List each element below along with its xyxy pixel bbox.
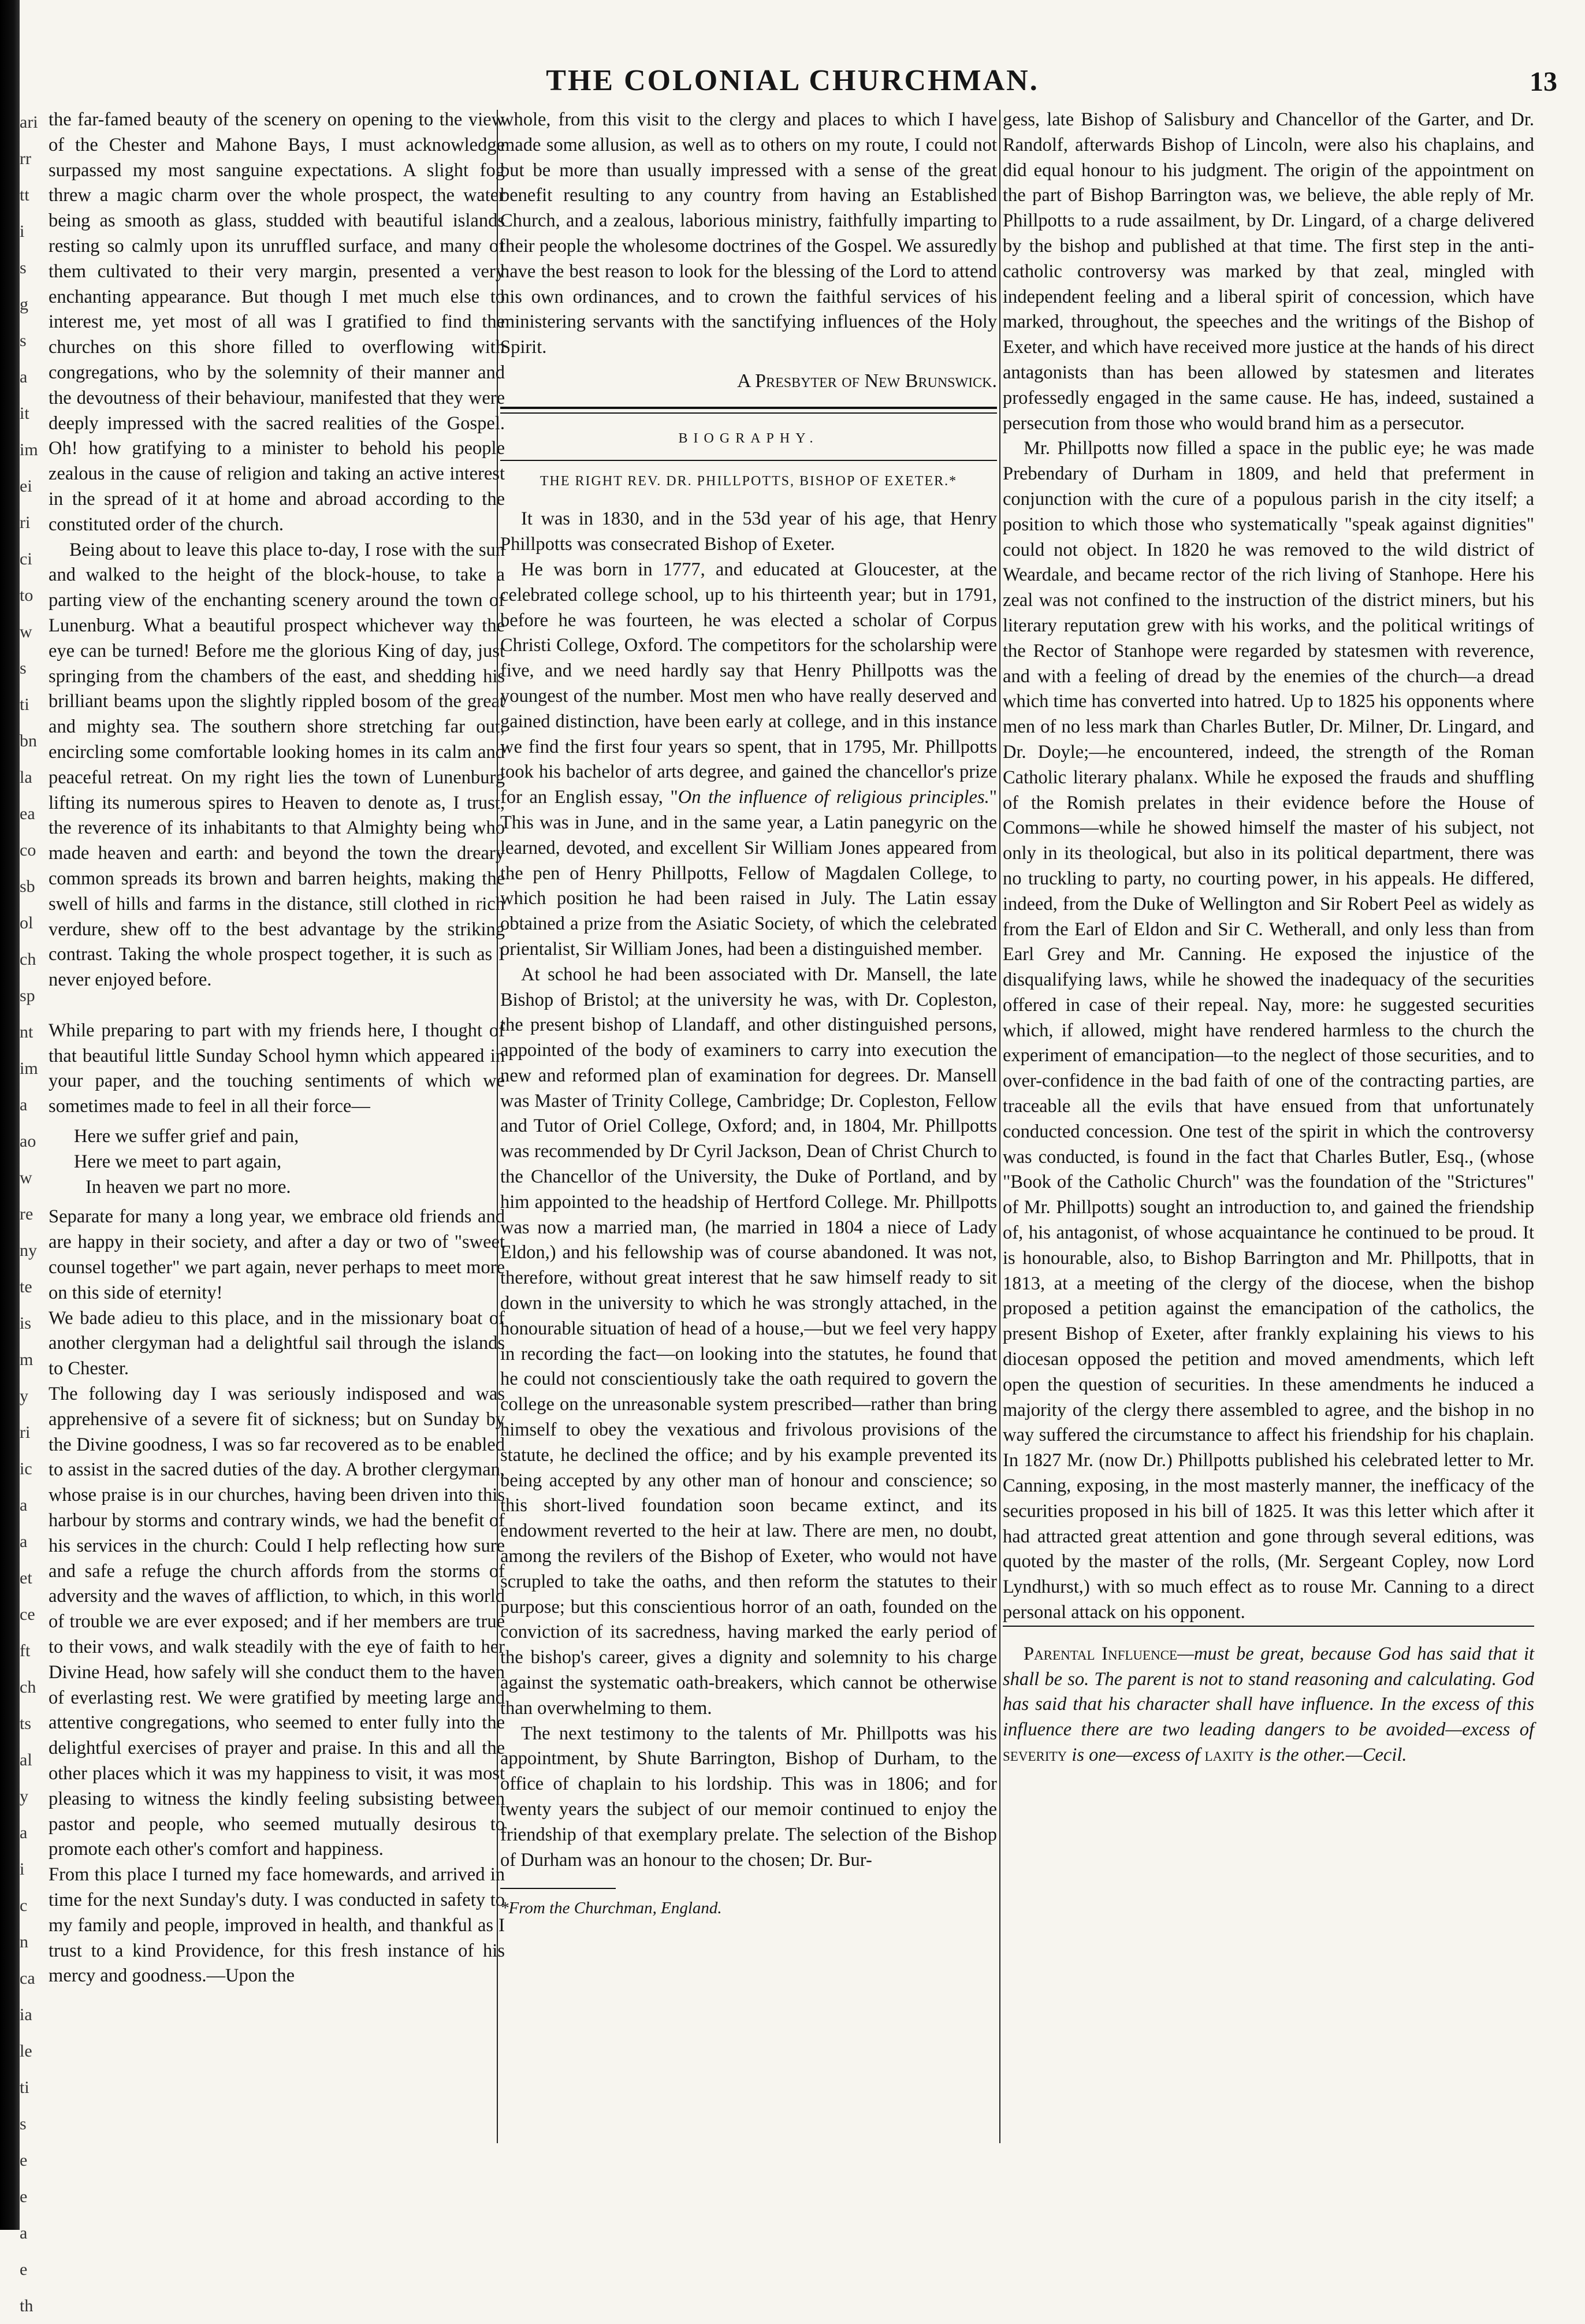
margin-fragment: a bbox=[20, 1496, 28, 1515]
margin-fragment: it bbox=[20, 404, 29, 423]
anecdote-text-1: —must be great, because God has said that it shall be so. The parent is not to stand reasoning and calculating. God has said that his character shall have influence. In the excess of this influence there are two leading dangers to be avoided—excess of bbox=[1003, 1643, 1535, 1741]
margin-fragment: s bbox=[20, 258, 27, 277]
anecdote-text-3: is the other.—Cecil. bbox=[1254, 1745, 1407, 1765]
margin-fragment: im bbox=[20, 440, 38, 459]
margin-fragment: et bbox=[20, 1568, 32, 1587]
margin-fragment: ts bbox=[20, 1714, 32, 1733]
col2-paragraph-2: It was in 1830, and in the 53d year of his age, that Henry Phillpotts was consecrated Bishop of Exeter. bbox=[500, 508, 997, 555]
margin-fragment: ti bbox=[20, 2078, 29, 2097]
margin-fragment: ia bbox=[20, 2005, 32, 2024]
margin-fragment: im bbox=[20, 1059, 38, 1078]
margin-fragment: ce bbox=[20, 1605, 35, 1624]
margin-fragment: s bbox=[20, 331, 27, 350]
hymn-line-1: Here we suffer grief and pain, bbox=[74, 1126, 299, 1147]
margin-fragment: n bbox=[20, 1932, 28, 1951]
page-number: 13 bbox=[1530, 66, 1557, 97]
col1-paragraph-7: From this place I turned my face homewards, and arrived in time for the next Sunday's duty. I was conducted in safety to my family and people, improved in health, and thankful as I trust to a kind Providence, for this fresh instance of his mercy and goodness.—Upon the bbox=[49, 1864, 505, 1987]
col1-paragraph-1: the far-famed beauty of the scenery on opening to the view of the Chester and Mahone Bays, I must acknowledge surpassed my most sanguine expectations. A slight fog threw a magic charm over the whole prospect, the water being as smooth as glass, studded with beautiful islands resting so calmly upon its unruffled surface, and many of them cultivated to their very margin, presented a very enchanting appearance. But though I met much else to interest me, yet most of all was I gratified to find the churches on this shore filled to overflowing with congregations, who by the solemnity of their manner and the devoutness of their behaviour, manifested that they were deeply impressed with the sacred realities of the Gospel. Oh! how gratifying to a minister to behold his people zealous in the cause of religion and taking an active interest in the spread of it at home and abroad according to the constituted order of the church. bbox=[49, 109, 505, 535]
p3-text-a: He was born in 1777, and educated at Gloucester, at the celebrated college school, up to his thirteenth year; but in 1791, before he was fourteen, he was elected a scholar of Corpus Christi College, Oxford. The competitors for the scholarship were five, and we need hardly say that Henry Phillpotts was the youngest of the number. Most men who have really deserved and gained distinction, have been early at college, and in this instance we find the first four years so spent, that in 1795, Mr. Phillpotts took his bachelor of arts degree, and gained the chancellor's prize for an English essay, " bbox=[500, 559, 997, 808]
margin-fragment: i bbox=[20, 222, 25, 241]
margin-fragment: g bbox=[20, 295, 28, 314]
anecdote-parental-influence bbox=[1003, 1626, 1534, 1768]
page-header bbox=[0, 64, 1585, 104]
margin-fragment: e bbox=[20, 2260, 28, 2279]
margin-fragment: a bbox=[20, 1823, 28, 1842]
article-subtitle: THE RIGHT REV. DR. PHILLPOTTS, BISHOP OF EXETER.* bbox=[540, 473, 958, 489]
margin-fragment: ti bbox=[20, 695, 29, 714]
margin-fragment: ny bbox=[20, 1241, 37, 1260]
margin-fragment: al bbox=[20, 1750, 32, 1769]
margin-fragment: ci bbox=[20, 549, 32, 568]
margin-fragment: w bbox=[20, 622, 32, 641]
col1-paragraph-2: Being about to leave this place to-day, I rose with the sun and walked to the height of the block-house, to take a parting view of the enchanting scenery around the town of Lunenburg. What a beautiful prospect whichever way the eye can be turned! Before me the glorious King of day, just springing from the chambers of the east, and shedding his brilliant beams upon the slightly rippled bosom of the great and mighty sea. The southern shore stretching far out, encircling some comfortable looking homes in its calm and peaceful retreat. On my right lies the town of Lunenburg lifting its numerous spires to Heaven to denote as, I trust, the reverence of its inhabitants to that Almighty being who made heaven and earth: and beyond the town the dreary common spreads its brown and barren heights, making the swell of hills and farms in the distance, still clothed in rich verdure, shew off to the best advantage by the striking contrast. Taking the whole prospect together, it is such as I never enjoyed before. bbox=[49, 539, 505, 991]
col3-paragraph-2: Mr. Phillpotts now filled a space in the public eye; he was made Prebendary of Durham in 1809, and held that preferment in conjunction with the cure of a populous parish in the city itself; a position to which those who systematically "speak against dignities" could not object. In 1820 he was removed to the wild district of Weardale, and became rector of the rich living of Stanhope. Here his zeal was not confined to the instruction of the district miners, but his literary reputation grew with his works, and the political writings of the Rector of Stanhope were regarded by statesmen with reverence, and with a feeling of dread by the enemies of the church—a dread which time has converted into hatred. Up to 1825 his opponents where men of no less mark than Charles Butler, Dr. Milner, Dr. Lingard, and Dr. Doyle;—he encountered, indeed, the strength of the Roman Catholic literary phalanx. While he exposed the frauds and shuffling of the Romish prelates in their evidence before the House of Commons—while he showed himself the master of his subject, not only in its theological, but also in its political department, there was no truckling to party, no courting power, in his appeals. He differed, indeed, from the Duke of Wellington and Sir Robert Peel as widely as from the Earl of Eldon and Sir C. Wetherall, and only less than from Earl Grey and Mr. Canning. He exposed the injustice of the disqualifying laws, while he showed the inadequacy of the securities offered in case of their repeal. Nay, more: he suggested securities which, if allowed, might have rendered harmless to the church the experiment of emancipation—to the neglect of those securities, and to over-confidence in the bad faith of one of the contracting parties, are traceable all the evils that have ensued from that unfortunately conducted concession. One test of the spirit in which the controversy was conducted, is found in the fact that Charles Butler, Esq., (whose "Book of the Catholic Church" was the foundation of the "Strictures" of Mr. Phillpotts) sought an introduction to, and gained the friendship of, his antagonist, of whose acquaintance he continued to be proud. It is honourable, also, to Bishop Barrington and Mr. Phillpotts, that in 1813, at a meeting of the clergy of the diocese, when the bishop proposed a petition against the emancipation of the catholics, the present Bishop of Exeter, after frankly explaining his views to his diocesan opposed the petition and moved amendments, which left open the question of securities. In these amendments he induced a majority of the clergy there assembled to agree, and the bishop in no way suffered the circumstance to affect his friendship for his chaplain. In 1827 Mr. (now Dr.) Phillpotts published his celebrated letter to Mr. Canning, exposing, in the most masterly manner, the inefficacy of the securities proposed in his bill of 1825. It was this letter which after it had attracted great attention and gone through several editions, was quoted by the master of the rolls, (Mr. Sergeant Copley, now Lord Lyndhurst,) with so much effect as to rouse Mr. Canning to a direct personal attack on his opponent. bbox=[1003, 438, 1534, 1623]
col1-paragraph-6: The following day I was seriously indisposed and was apprehensive of a severe fit of sickness; but on Sunday by the Divine goodness, I was so far recovered as to be enabled to assist in the sacred duties of the day. A brother clergyman, whose praise is in our churches, having been driven into this harbour by storms and contrary winds, we had the benefit of his services in the church: Could I help reflecting how sure and safe a refuge the church affords from the storms of adversity and the waves of affliction, to which, in this world of trouble we are ever exposed; and if her members are true to their vows, and walk steadily with the eye of faith to her Divine Head, how safely will she conduct them to the haven of everlasting rest. We were gratified by meeting large and attentive congregations, who seemed to enter fully into the delightful exercises of prayer and praise. In this and all the other places which it was my happiness to visit, it was most pleasing to witness the kindly feeling subsisting between pastor and people, who seemed mutually desirous to promote each other's comfort and happiness. bbox=[49, 1384, 505, 1860]
margin-fragment: y bbox=[20, 1386, 28, 1405]
section-gap bbox=[49, 993, 505, 1018]
margin-fragment: c bbox=[20, 1896, 28, 1915]
column-rule-2 bbox=[999, 110, 1000, 2143]
letter-signature: A Presbyter of New Brunswick. bbox=[737, 370, 997, 392]
margin-fragment: ch bbox=[20, 950, 36, 969]
margin-fragment: ei bbox=[20, 477, 32, 496]
col1-paragraph-5: We bade adieu to this place, and in the missionary boat of another clergyman had a delightful sail through the islands to Chester. bbox=[49, 1307, 505, 1379]
col2-paragraph-4: At school he had been associated with Dr. Mansell, the late Bishop of Bristol; at the university he was, with Dr. Copleston, the present bishop of Llandaff, and other distinguished persons, appointed of the body of examiners to carry into execution the new and reformed plan of examination for degrees. Dr. Mansell was Master of Trinity College, Cambridge; Dr. Copleston, Fellow and Tutor of Oriel College, Oxford; and, in 1804, Mr. Phillpotts was recommended by Dr Cyril Jackson, Dean of Christ Church to the Chancellor of the University, the Duke of Portland, and by him appointed to the headship of Hertford College. Mr. Phillpotts was now a married man, (he married in 1804 a niece of Lady Eldon,) and his fellowship was of course abandoned. It was not, therefore, without great interest that he saw himself ready to sit down in the university to which he was strongly attached, in the honourable situation of head of a house,—but we feel very happy in recording the fact—on looking into the statutes, he found that he could not conscientiously take the oath required to govern the college on the unreasonable system prescribed—rather than bring himself to obey the vexatious and frivolous provisions of the statute, he declined the office; and by his example prevented its being accepted by any other man of honour and conscience; so this short-lived foundation soon became extinct, and its endowment reverted to the heir at law. There are men, no doubt, among the revilers of the Bishop of Exeter, who would not have scrupled to take the oaths, and then reform the statutes to their purpose; but this conscientious horror of an oath, founded on the conviction of its sacredness, having marked the early period of the bishop's career, gives a dignity and solemnity to his charge against the systematic oath-breakers, which cannot be otherwise than overwhelming to them. bbox=[500, 964, 997, 1719]
margin-fragment: a bbox=[20, 367, 28, 386]
margin-fragment: ea bbox=[20, 804, 35, 823]
margin-fragment: is bbox=[20, 1314, 32, 1333]
p3-text-b: " This was in June, and in the same year, a Latin panegyric on the learned, devoted, and excellent Sir William Jones appeared from the pen of Henry Phillpotts, Fellow of Magdalen College, to which position he had been raised in July. The Latin essay obtained a prize from the Asiatic Society, of which the celebrated orientalist, Sir William Jones, had been a distinguished member. bbox=[500, 787, 998, 960]
margin-fragment: ch bbox=[20, 1678, 36, 1697]
margin-fragment: i bbox=[20, 1860, 25, 1879]
hymn-line-3: In heaven we part no more. bbox=[85, 1176, 291, 1198]
essay-title: On the influence of religious principles. bbox=[678, 787, 989, 808]
col2-paragraph-1: whole, from this visit to the clergy and places to which I have made some allusion, as well as to others on my route, I could not but be more than usually impressed with a sense of the great benefit resulting to any country from having an Established Church, and a zealous, laborious ministry, faithfully imparting to their people the wholesome doctrines of the Gospel. We assuredly have the best reason to look for the blessing of the Lord to attend his own ordinances, and to crown the faithful services of his ministering servants with the sanctifying influences of the Holy Spirit. bbox=[500, 109, 997, 358]
margin-fragment: ao bbox=[20, 1132, 36, 1151]
label-rule bbox=[500, 460, 997, 461]
col1-paragraph-3: While preparing to part with my friends here, I thought of that beautiful little Sunday School hymn which appeared in your paper, and the touching sentiments of which we sometimes made to feel in all their force— bbox=[49, 1020, 505, 1117]
margin-fragment: s bbox=[20, 2114, 27, 2133]
margin-fragment: e bbox=[20, 2187, 28, 2206]
footnote-rule bbox=[500, 1888, 616, 1889]
margin-fragment: a bbox=[20, 1095, 28, 1114]
column-left bbox=[49, 107, 505, 2164]
hymn-verse bbox=[74, 1124, 505, 1200]
margin-fragment: sb bbox=[20, 877, 35, 896]
margin-fragment: ri bbox=[20, 1423, 31, 1442]
margin-fragment: te bbox=[20, 1277, 32, 1296]
margin-fragment: re bbox=[20, 1204, 34, 1224]
margin-fragment: a bbox=[20, 1532, 28, 1551]
margin-fragment: sp bbox=[20, 986, 35, 1005]
col2-paragraph-3 bbox=[500, 557, 997, 962]
margin-fragment: w bbox=[20, 1168, 32, 1187]
margin-fragment: m bbox=[20, 1350, 34, 1369]
margin-fragment: ri bbox=[20, 513, 31, 532]
margin-fragment: la bbox=[20, 768, 32, 787]
book-spine-shadow bbox=[0, 0, 20, 2230]
margin-fragment: th bbox=[20, 2296, 34, 2315]
margin-fragment: e bbox=[20, 2151, 28, 2170]
anecdote-heading: Parental Influence bbox=[1024, 1643, 1178, 1664]
margin-fragment: ca bbox=[20, 1969, 35, 1988]
anecdote-word-laxity: laxity bbox=[1204, 1745, 1255, 1765]
col3-paragraph-1: gess, late Bishop of Salisbury and Chancellor of the Garter, and Dr. Randolf, afterwards Bishop of Lincoln, were also his chaplains, and did equal honour to his judgment. The origin of the appointment on the part of Bishop Barrington was, we believe, the able reply of Mr. Phillpotts to a rude assailment, by Dr. Lingard, of a charge delivered by the bishop and published at that time. The first step in the anti-catholic controversy was marked by that zeal, mingled with independent feeling and a liberal spirit of concession, which have marked, throughout, the speeches and the writings of the Bishop of Exeter, and which have received more justice at the hands of his direct antagonists than has been allowed by statesmen and literates professedly engaged in the same cause. He has, indeed, sustained a persecution from those who would brand him as a persecutor. bbox=[1003, 109, 1534, 434]
margin-fragment: ic bbox=[20, 1459, 32, 1478]
margin-fragment: co bbox=[20, 841, 36, 860]
margin-fragment: ari bbox=[20, 113, 38, 132]
anecdote-word-severity: severity bbox=[1003, 1745, 1067, 1765]
margin-fragment: rr bbox=[20, 149, 31, 168]
margin-fragment: ol bbox=[20, 913, 34, 932]
footnote: *From the Churchman, England. bbox=[500, 1899, 722, 1918]
col1-paragraph-4: Separate for many a long year, we embrace old friends and are happy in their society, and after a day or two of "sweet counsel together" we part again, never perhaps to meet more on this side of eternity! bbox=[49, 1206, 505, 1303]
section-divider bbox=[500, 407, 997, 414]
margin-fragment: a bbox=[20, 2223, 28, 2243]
margin-fragment: le bbox=[20, 2042, 32, 2061]
column-middle bbox=[500, 107, 997, 2164]
col2-paragraph-5: The next testimony to the talents of Mr. Phillpotts was his appointment, by Shute Barrington, Bishop of Durham, to the office of chaplain to his lordship. This was in 1806; and for twenty years the subject of our memoir continued to enjoy the friendship of that exemplary prelate. The selection of the Bishop of Durham was an honour to the chosen; Dr. Bur- bbox=[500, 1723, 997, 1871]
column-right bbox=[1003, 107, 1534, 2164]
left-margin-fragments bbox=[20, 104, 46, 2315]
margin-fragment: bn bbox=[20, 731, 37, 750]
margin-fragment: y bbox=[20, 1787, 28, 1806]
masthead-title: THE COLONIAL CHURCHMAN. bbox=[546, 64, 1039, 97]
hymn-line-2: Here we meet to part again, bbox=[74, 1151, 282, 1172]
margin-fragment: to bbox=[20, 586, 34, 605]
margin-fragment: tt bbox=[20, 185, 29, 204]
section-label: BIOGRAPHY. bbox=[678, 430, 819, 446]
margin-fragment: nt bbox=[20, 1022, 34, 1042]
margin-fragment: ft bbox=[20, 1641, 31, 1660]
margin-fragment: s bbox=[20, 659, 27, 678]
anecdote-text-2: is one—excess of bbox=[1067, 1745, 1205, 1765]
